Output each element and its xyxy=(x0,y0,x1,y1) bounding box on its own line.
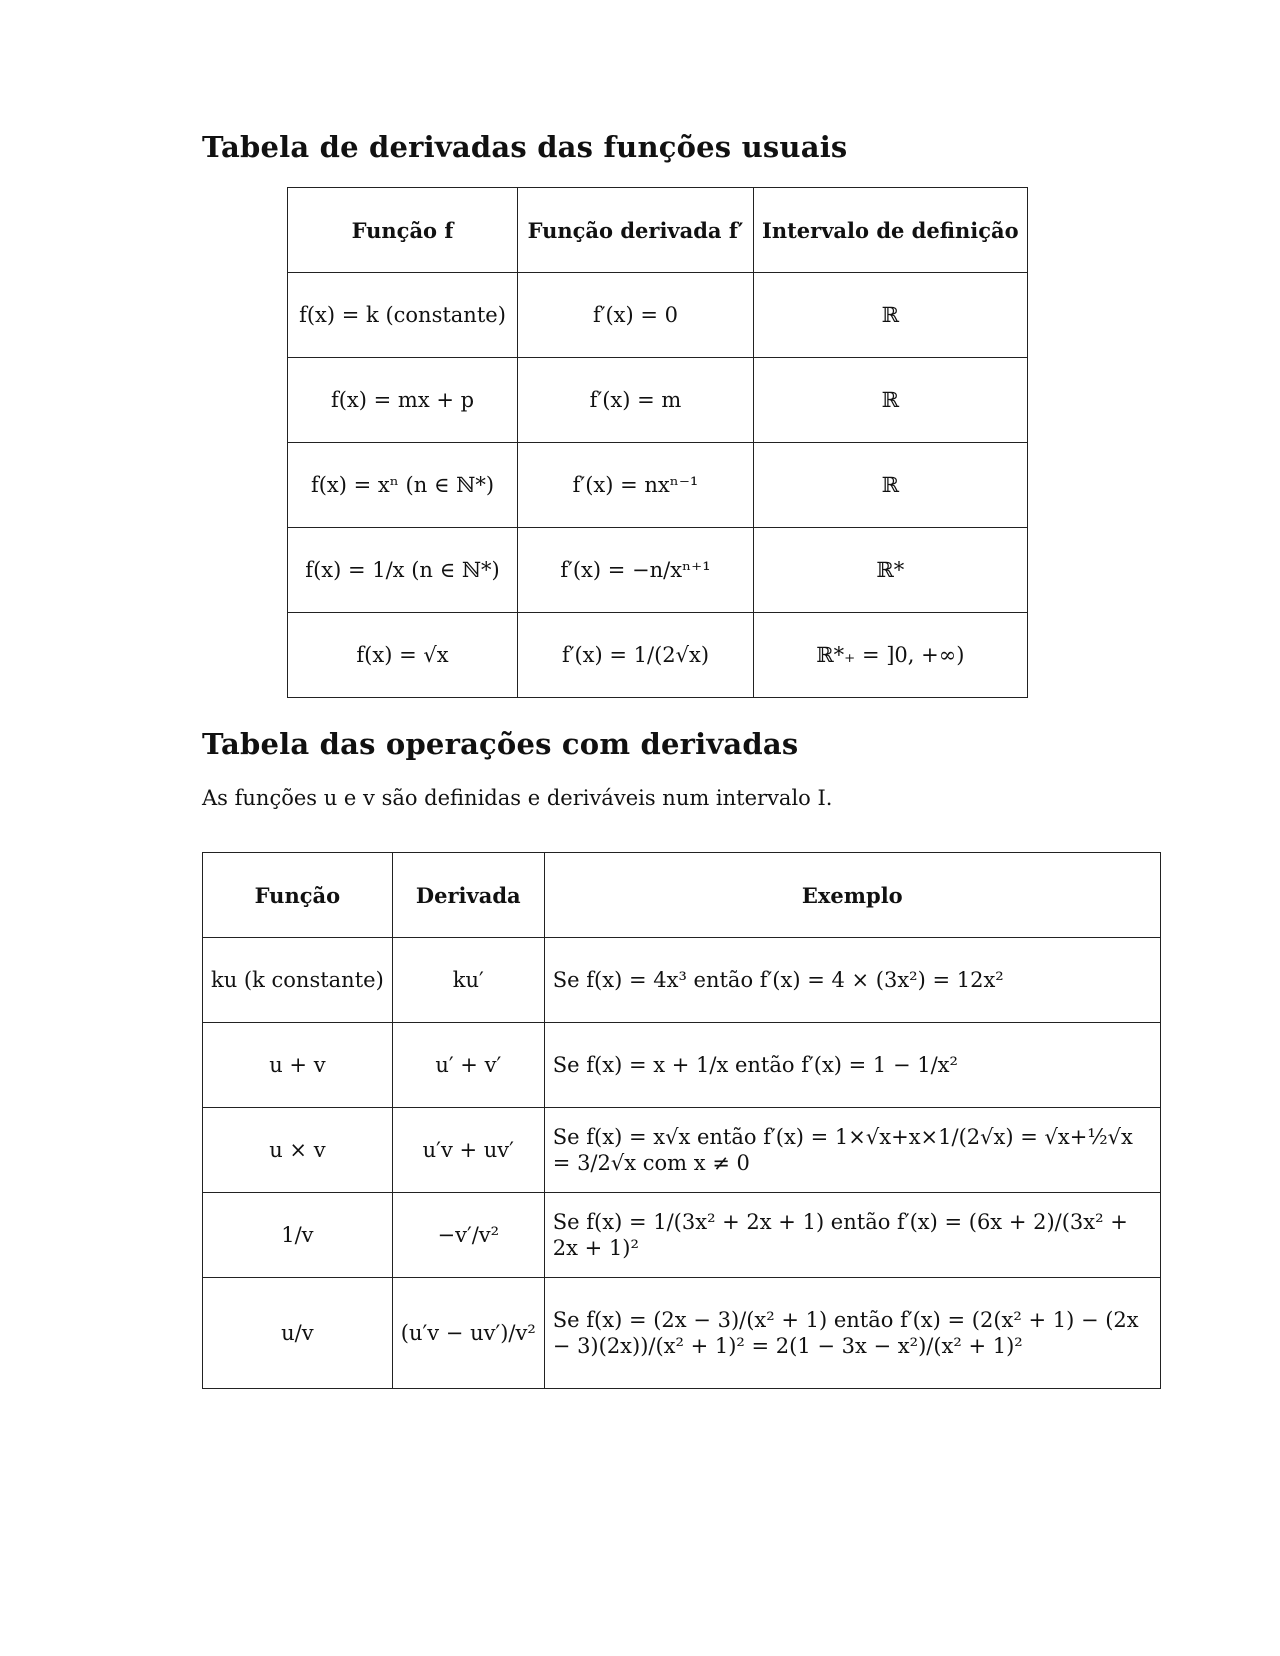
cell-example: Se f(x) = (2x − 3)/(x² + 1) então f′(x) = (2(x² + 1) − (2x − 3)(2x))/(x² + 1)² = 2(1 − 3x − x²)/(x² + 1)² xyxy=(544,1278,1160,1389)
operations-table xyxy=(202,852,1161,1389)
derivatives-table xyxy=(287,187,1028,698)
cell-interval: ℝ* xyxy=(754,528,1028,613)
cell-interval: ℝ xyxy=(754,273,1028,358)
table-header-row xyxy=(288,188,1028,273)
cell-interval: ℝ xyxy=(754,358,1028,443)
cell-function: ku (k constante) xyxy=(203,938,393,1023)
table-row xyxy=(203,1278,1161,1389)
cell-derivative: f′(x) = m xyxy=(518,358,754,443)
table-row xyxy=(288,528,1028,613)
table-row xyxy=(288,613,1028,698)
header-function: Função f xyxy=(288,188,518,273)
section2-intro: As funções u e v são definidas e deriváveis num intervalo I. xyxy=(202,786,833,810)
cell-function: 1/v xyxy=(203,1193,393,1278)
table-row xyxy=(288,273,1028,358)
cell-derivative: f′(x) = −n/xⁿ⁺¹ xyxy=(518,528,754,613)
table-row xyxy=(288,443,1028,528)
table-row xyxy=(203,1108,1161,1193)
cell-example: Se f(x) = x√x então f′(x) = 1×√x+x×1/(2√x) = √x+½√x = 3/2√x com x ≠ 0 xyxy=(544,1108,1160,1193)
header-derivative: Função derivada f′ xyxy=(518,188,754,273)
cell-derivative: (u′v − uv′)/v² xyxy=(392,1278,544,1389)
cell-function: f(x) = 1/x (n ∈ ℕ*) xyxy=(288,528,518,613)
cell-function: f(x) = mx + p xyxy=(288,358,518,443)
header-interval: Intervalo de definição xyxy=(754,188,1028,273)
section1-title: Tabela de derivadas das funções usuais xyxy=(202,130,848,164)
cell-derivative: u′ + v′ xyxy=(392,1023,544,1108)
cell-function: u × v xyxy=(203,1108,393,1193)
cell-example: Se f(x) = 4x³ então f′(x) = 4 × (3x²) = 12x² xyxy=(544,938,1160,1023)
table-header-row xyxy=(203,853,1161,938)
cell-interval: ℝ xyxy=(754,443,1028,528)
cell-example: Se f(x) = x + 1/x então f′(x) = 1 − 1/x² xyxy=(544,1023,1160,1108)
cell-derivative: −v′/v² xyxy=(392,1193,544,1278)
section2-title: Tabela das operações com derivadas xyxy=(202,727,799,761)
header-function: Função xyxy=(203,853,393,938)
cell-derivative: ku′ xyxy=(392,938,544,1023)
cell-derivative: f′(x) = 1/(2√x) xyxy=(518,613,754,698)
cell-derivative: f′(x) = 0 xyxy=(518,273,754,358)
cell-function: f(x) = k (constante) xyxy=(288,273,518,358)
table-row xyxy=(288,358,1028,443)
cell-derivative: f′(x) = nxⁿ⁻¹ xyxy=(518,443,754,528)
cell-interval: ℝ*₊ = ]0, +∞) xyxy=(754,613,1028,698)
cell-function: u + v xyxy=(203,1023,393,1108)
cell-example: Se f(x) = 1/(3x² + 2x + 1) então f′(x) = (6x + 2)/(3x² + 2x + 1)² xyxy=(544,1193,1160,1278)
table-row xyxy=(203,1023,1161,1108)
cell-derivative: u′v + uv′ xyxy=(392,1108,544,1193)
header-derivative: Derivada xyxy=(392,853,544,938)
table-row xyxy=(203,1193,1161,1278)
cell-function: f(x) = √x xyxy=(288,613,518,698)
cell-function: f(x) = xⁿ (n ∈ ℕ*) xyxy=(288,443,518,528)
table-row xyxy=(203,938,1161,1023)
cell-function: u/v xyxy=(203,1278,393,1389)
header-example: Exemplo xyxy=(544,853,1160,938)
